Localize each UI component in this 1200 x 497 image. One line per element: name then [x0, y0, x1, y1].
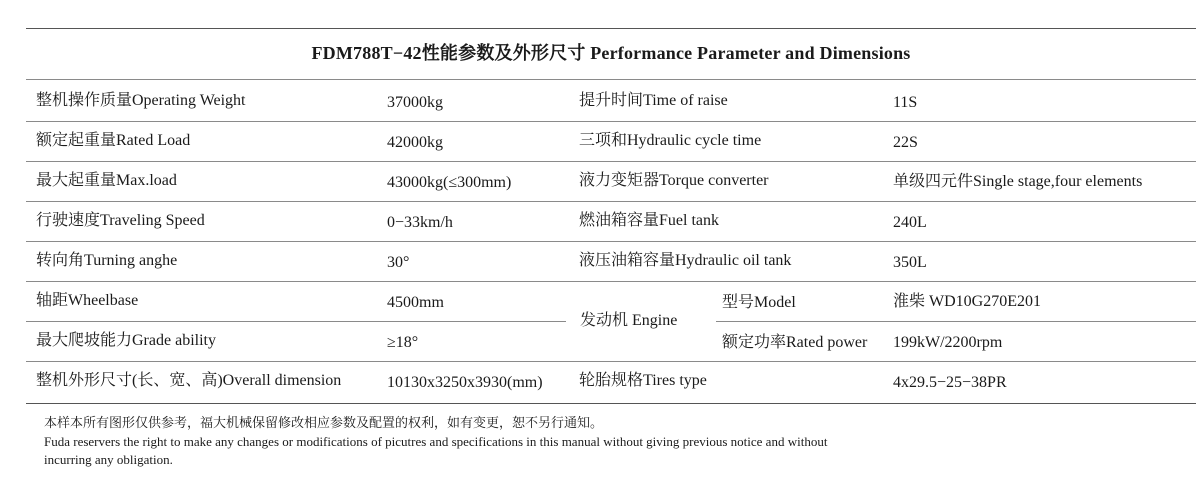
spec-value-max-load: 43000kg(≤300mm): [387, 174, 512, 191]
row-divider: [26, 201, 1196, 202]
spec-label-fuel-tank: 燃油箱容量Fuel tank: [579, 212, 719, 229]
row-divider: [716, 321, 1196, 322]
spec-label-hydraulic-oil-tank: 液压油箱容量Hydraulic oil tank: [579, 252, 792, 269]
row-divider: [26, 161, 1196, 162]
spec-label-turning-angle: 转向角Turning anghe: [36, 252, 178, 269]
spec-label-rated-power: 额定功率Rated power: [722, 334, 868, 351]
disclaimer-cn: 本样本所有图形仅供参考，福大机械保留修改相应参数及配置的权利，如有变更，恕不另行通知。: [44, 415, 604, 430]
spec-label-wheelbase: 轴距Wheelbase: [36, 292, 139, 309]
title-rule: [26, 79, 1196, 80]
spec-value-wheelbase: 4500mm: [387, 294, 444, 311]
spec-value-rated-load: 42000kg: [387, 134, 443, 151]
engine-group-label: 发动机 Engine: [580, 312, 678, 329]
spec-value-operating-weight: 37000kg: [387, 94, 443, 111]
disclaimer-en-line1: Fuda reservers the right to make any changes or modifications of picutres and specifications in this manual without giving previous notice and without: [44, 434, 828, 449]
spec-value-hydraulic-cycle-time: 22S: [893, 134, 918, 151]
spec-value-time-of-raise: 11S: [893, 94, 918, 111]
spec-label-grade-ability: 最大爬坡能力Grade ability: [36, 332, 216, 349]
spec-label-engine-model: 型号Model: [722, 294, 796, 311]
table-title: FDM788T−42性能参数及外形尺寸 Performance Parameter and Dimensions: [311, 43, 911, 63]
spec-value-engine-model: 淮柴 WD10G270E201: [893, 293, 1041, 310]
disclaimer-en-line2: incurring any obligation.: [44, 452, 173, 467]
top-rule: [26, 28, 1196, 29]
row-divider: [26, 321, 566, 322]
spec-value-rated-power: 199kW/2200rpm: [893, 334, 1003, 351]
spec-value-torque-converter: 单级四元件Single stage,four elements: [893, 173, 1143, 190]
spec-value-hydraulic-oil-tank: 350L: [893, 254, 927, 271]
spec-label-max-load: 最大起重量Max.load: [36, 172, 177, 189]
spec-label-traveling-speed: 行驶速度Traveling Speed: [36, 212, 205, 229]
spec-value-overall-dimension: 10130x3250x3930(mm): [387, 374, 543, 391]
spec-value-fuel-tank: 240L: [893, 214, 927, 231]
spec-value-turning-angle: 30°: [387, 254, 410, 271]
spec-label-overall-dimension: 整机外形尺寸(长、宽、高)Overall dimension: [36, 372, 342, 389]
spec-value-traveling-speed: 0−33km/h: [387, 214, 453, 231]
row-divider: [26, 361, 1196, 362]
spec-label-rated-load: 额定起重量Rated Load: [36, 132, 191, 149]
spec-value-tires-type: 4x29.5−25−38PR: [893, 374, 1007, 391]
row-divider: [26, 241, 1196, 242]
row-divider: [26, 281, 1196, 282]
spec-label-hydraulic-cycle-time: 三项和Hydraulic cycle time: [579, 132, 762, 149]
bottom-rule: [26, 403, 1196, 404]
row-divider: [26, 121, 1196, 122]
spec-label-tires-type: 轮胎规格Tires type: [579, 372, 707, 389]
spec-value-grade-ability: ≥18°: [387, 334, 419, 351]
spec-label-torque-converter: 液力变矩器Torque converter: [579, 172, 769, 189]
spec-label-operating-weight: 整机操作质量Operating Weight: [36, 92, 246, 109]
spec-label-time-of-raise: 提升时间Time of raise: [579, 92, 728, 109]
